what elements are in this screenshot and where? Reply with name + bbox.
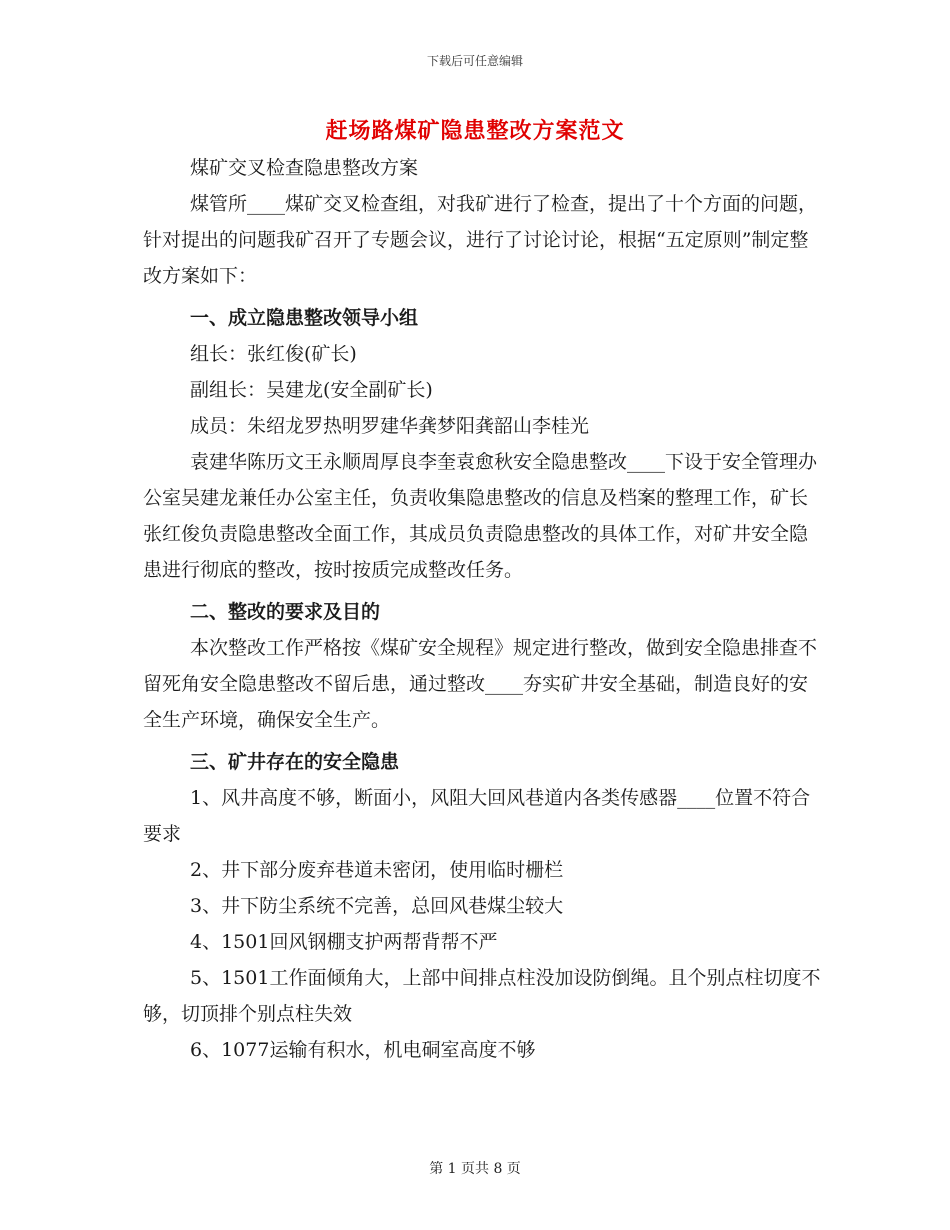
list-item: 2、井下部分废弃巷道未密闭，使用临时栅栏 (190, 859, 564, 881)
subtitle: 煤矿交叉检查隐患整改方案 (190, 157, 419, 179)
page-footer: 第 1 页共 8 页 (429, 1161, 521, 1177)
section-heading-2: 二、整改的要求及目的 (190, 601, 381, 623)
document-title: 赶场路煤矿隐患整改方案范文 (325, 118, 625, 144)
section2-paragraph: 本次整改工作严格按《煤矿安全规程》规定进行整改，做到安全隐患排查不留死角安全隐患整改不留后患，通过整改____夯实矿井安全基础，制造良好的安全生产环境，确保安全生产。 (143, 637, 818, 731)
document-body (143, 150, 823, 1068)
members-line: 成员：朱绍龙罗热明罗建华龚梦阳龚韶山李桂光 (190, 415, 590, 437)
intro-paragraph: 煤管所____煤矿交叉检查组，对我矿进行了检查，提出了十个方面的问题，针对提出的问题我矿召开了专题会议，进行了讨论讨论，根据“五定原则”制定整改方案如下： (143, 193, 818, 287)
list-item: 5、1501工作面倾角大，上部中间排点柱没加设防倒绳。且个别点柱切度不够，切顶排个别点柱失效 (143, 967, 821, 1025)
section1-paragraph: 袁建华陈历文王永顺周厚良李奎袁愈秋安全隐患整改____下设于安全管理办公室吴建龙兼任办公室主任，负责收集隐患整改的信息及档案的整理工作，矿长张红俊负责隐患整改全面工作，其成员负责隐患整改的具体工作，对矿井安全隐患进行彻底的整改，按时按质完成整改任务。 (143, 451, 818, 581)
deputy-line: 副组长：吴建龙(安全副矿长) (190, 379, 433, 401)
section-heading-3: 三、矿井存在的安全隐患 (190, 751, 400, 773)
list-item: 3、井下防尘系统不完善，总回风巷煤尘较大 (190, 895, 564, 917)
leader-line: 组长：张红俊(矿长) (190, 343, 357, 365)
section-heading-1: 一、成立隐患整改领导小组 (190, 307, 419, 329)
list-item: 1、风井高度不够，断面小，风阻大回风巷道内各类传感器____位置不符合要求 (143, 787, 811, 845)
list-item: 6、1077运输有积水，机电硐室高度不够 (190, 1039, 536, 1061)
header-note: 下载后可任意编辑 (426, 54, 523, 68)
list-item: 4、1501回风钢棚支护两帮背帮不严 (190, 931, 498, 953)
